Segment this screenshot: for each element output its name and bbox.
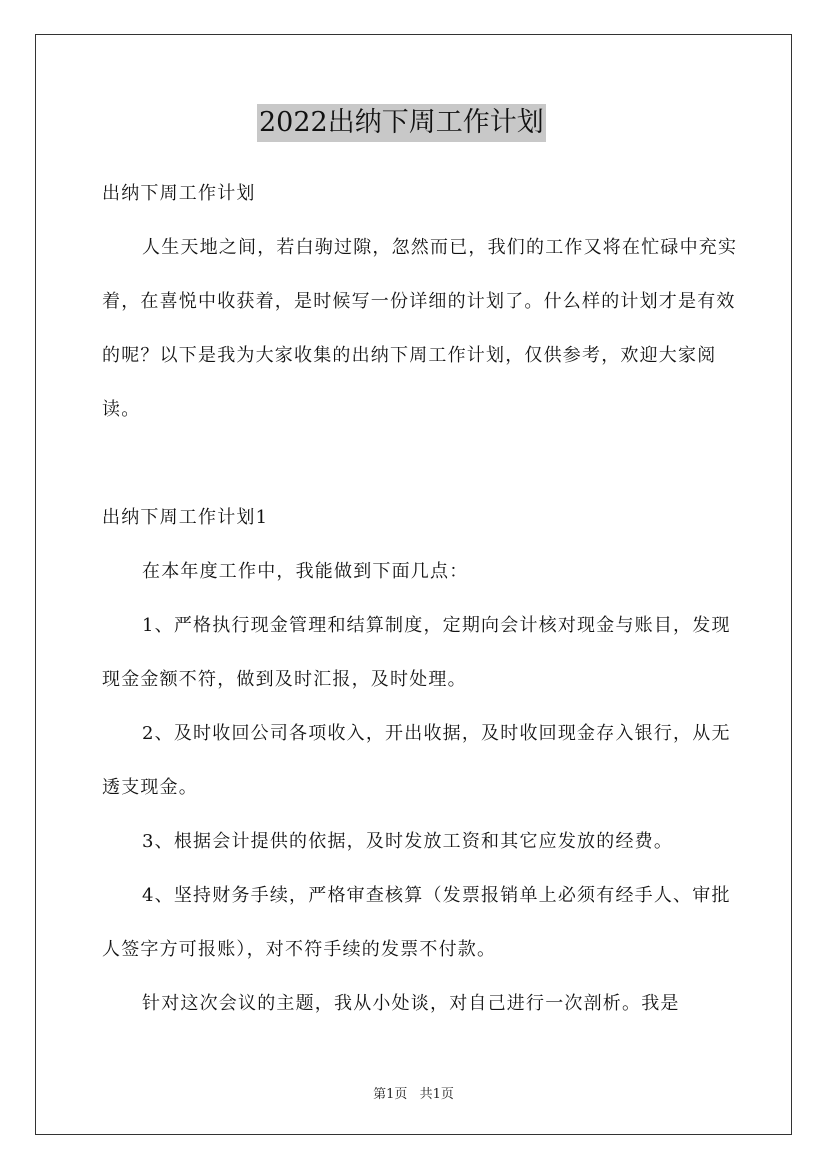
page-total: 共1页 (419, 1087, 454, 1102)
subsection-title: 出纳下周工作计划1 (102, 507, 269, 528)
paragraph-1: 在本年度工作中，我能做到下面几点： (142, 561, 469, 582)
document-body (102, 167, 742, 1031)
section-title: 出纳下周工作计划 (102, 183, 256, 204)
intro-paragraph: 人生天地之间，若白驹过隙，忽然而已，我们的工作又将在忙碌中充实着，在喜悦中收获着，是时候写一份详细的计划了。什么样的计划才是有效的呢？以下是我为大家收集的出纳下周工作计划，仅供参考，欢迎大家阅读。 (102, 237, 738, 420)
page-number: 第1页 (373, 1087, 408, 1102)
paragraph-4: 3、根据会计提供的依据，及时发放工资和其它应发放的经费。 (142, 831, 674, 852)
paragraph-gap (102, 437, 742, 491)
document-title: 2022出纳下周工作计划 (257, 104, 546, 142)
paragraph-2: 1、严格执行现金管理和结算制度，定期向会计核对现金与账目，发现现金金额不符，做到及时汇报，及时处理。 (102, 615, 731, 690)
paragraph-6: 针对这次会议的主题，我从小处谈，对自己进行一次剖析。我是 (142, 993, 680, 1014)
paragraph-5: 4、坚持财务手续，严格审查核算（发票报销单上必须有经手人、审批人签字方可报账），对不符手续的发票不付款。 (102, 885, 731, 960)
page-footer (0, 1083, 827, 1102)
paragraph-3: 2、及时收回公司各项收入，开出收据，及时收回现金存入银行，从无透支现金。 (102, 723, 731, 798)
